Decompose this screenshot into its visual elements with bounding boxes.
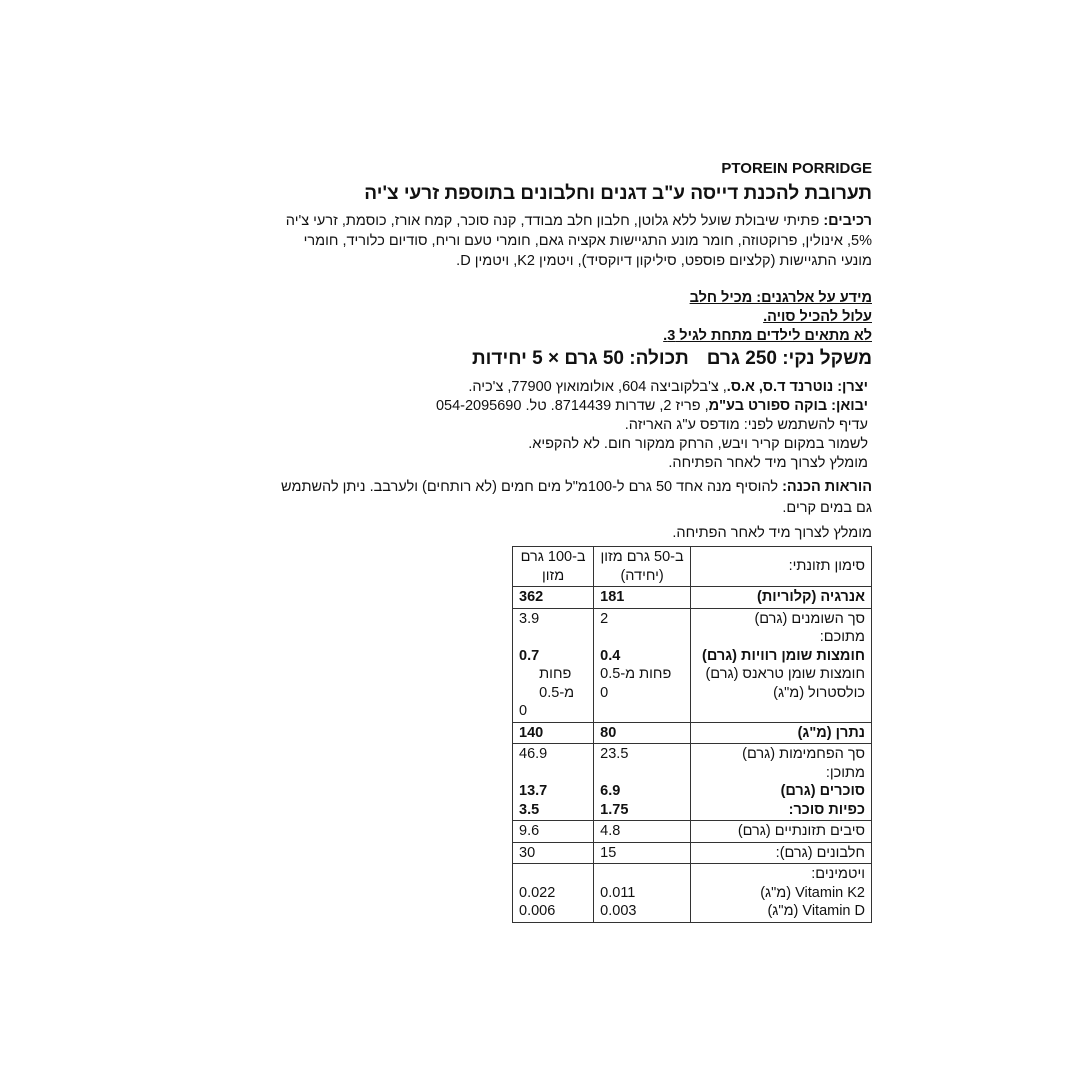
fat-total-50: 2 — [600, 610, 609, 627]
table-row — [513, 587, 872, 609]
preparation-after: מומלץ לצרוך מיד לאחר הפתיחה. — [672, 525, 872, 541]
sugars-100: 13.7 — [519, 783, 548, 799]
table-row — [513, 608, 872, 722]
ingredients — [270, 211, 872, 271]
table-row — [513, 547, 872, 587]
weight-line — [270, 348, 872, 370]
allergen-line-3: לא מתאים לילדים מתחת לגיל 3. — [663, 328, 872, 344]
table-row — [513, 821, 872, 843]
vit-d-100: 0.006 — [519, 903, 556, 919]
carbs-label: סך הפחמימות (גרם) — [742, 746, 865, 762]
table-row — [513, 842, 872, 864]
carb-group-50 — [594, 744, 691, 821]
brand-name: PTOREIN PORRIDGE — [721, 160, 872, 177]
sat-fat-label: חומצות שומן רוויות (גרם) — [702, 647, 865, 664]
preparation — [270, 477, 872, 519]
sugars-50: 6.9 — [600, 783, 621, 799]
sugar-spoons-50: 1.75 — [600, 801, 629, 818]
carb-group-100 — [513, 744, 594, 821]
content-weight: תכולה: 50 גרם × 5 יחידות — [472, 348, 689, 369]
vit-k2-50: 0.011 — [600, 884, 636, 901]
vit-k2-100: 0.022 — [519, 884, 556, 901]
table-row — [513, 722, 872, 744]
sodium-label: נתרן (מ"ג) — [691, 722, 872, 744]
vitamins-label: ויטמינים: — [811, 866, 865, 882]
product-title: תערובת להכנת דייסה ע"ב דגנים וחלבונים בתוספת זרעי צ'יה — [364, 183, 872, 204]
energy-50: 181 — [594, 587, 691, 609]
protein-label: חלבונים (גרם): — [691, 842, 872, 864]
fiber-label: סיבים תזונתיים (גרם) — [691, 821, 872, 843]
vit-d-label: Vitamin D (מ"ג) — [767, 903, 865, 919]
manufacturer-address: , צ'בלקוביצה 604, אולומואוץ 77900, צ'כיה. — [468, 379, 727, 395]
cholesterol-50: 0 — [600, 684, 609, 701]
of-which-carbs-label: מתוכן: — [825, 764, 865, 781]
vit-k2-label: Vitamin K2 (מ"ג) — [760, 884, 865, 901]
of-which-label: מתוכם: — [819, 629, 865, 645]
best-before: עדיף להשתמש לפני: מודפס ע"ג האריזה. — [624, 417, 868, 433]
energy-label: אנרגיה (קלוריות) — [691, 587, 872, 609]
carbs-50: 23.5 — [600, 746, 629, 762]
storage-note: לשמור במקום קריר ויבש, הרחק ממקור חום. לא להקפיא. — [528, 436, 868, 452]
fat-group-50 — [594, 608, 691, 722]
cholesterol-label: כולסטרול (מ"ג) — [773, 684, 865, 701]
ingredients-text: פתיתי שיבולת שועל ללא גלוטן, חלבון חלב מבודד, קנה סוכר, קמח אורז, כוסמת, זרעי צ'יה 5%, אינולין, פרוקטוזה, חומר מונע התגיישות אקציה גאם, חומרי טעם וריח, סודיום כלוריד, חומרי מונעי התגיישות (קלציום פוספט, סיליקון דיוקסיד), ויטמין K2, ויטמין D. — [285, 213, 872, 269]
nutrition-header-50g: ב-50 גרם מזון (יחידה) — [594, 547, 691, 587]
nutrition-header-label: סימון תזונתי: — [691, 547, 872, 587]
trans-fat-label: חומצות שומן טראנס (גרם) — [705, 666, 865, 682]
importer-label: יבואן: בוקה ספורט בע"מ — [708, 398, 868, 414]
allergen-line-2: עלול להכיל סויה. — [763, 309, 872, 325]
energy-100: 362 — [513, 587, 594, 609]
trans-fat-50: פחות מ-0.5 — [600, 666, 672, 682]
fat-group-labels — [691, 608, 872, 722]
vit-d-50: 0.003 — [600, 903, 637, 919]
cholesterol-100: 0 — [519, 703, 528, 719]
net-weight: משקל נקי: 250 גרם — [706, 348, 872, 369]
fiber-100: 9.6 — [513, 821, 594, 843]
table-row — [513, 864, 872, 923]
sugars-label: סוכרים (גרם) — [780, 783, 865, 799]
ingredients-label: רכיבים: — [823, 213, 872, 229]
sat-fat-50: 0.4 — [600, 647, 621, 664]
sodium-50: 80 — [594, 722, 691, 744]
sugar-spoons-100: 3.5 — [519, 801, 540, 818]
manufacturer — [270, 378, 872, 397]
importer — [270, 397, 872, 416]
fat-total-100: 3.9 — [519, 610, 540, 627]
product-label — [270, 160, 872, 923]
vitamin-group-50 — [594, 864, 691, 923]
carbs-100: 46.9 — [519, 746, 548, 762]
sodium-100: 140 — [513, 722, 594, 744]
vitamin-group-100 — [513, 864, 594, 923]
allergen-line-1: מידע על אלרגנים: מכיל חלב — [689, 290, 872, 306]
carb-group-labels — [691, 744, 872, 821]
vitamin-group-labels — [691, 864, 872, 923]
preparation-label: הוראות הכנה: — [782, 479, 872, 495]
nutrition-header-100g: ב-100 גרם מזון — [513, 547, 594, 587]
table-row — [513, 744, 872, 821]
consume-note: מומלץ לצרוך מיד לאחר הפתיחה. — [668, 455, 868, 471]
sugar-spoons-label: כפיות סוכר: — [788, 801, 865, 818]
protein-100: 30 — [513, 842, 594, 864]
preparation-text: להוסיף מנה אחד 50 גרם ל-100מ"ל מים חמים (לא רותחים) ולערבב. ניתן להשתמש גם במים קרים. — [281, 479, 872, 516]
manufacturer-label: יצרן: נוטרנד ד.ס, א.ס. — [726, 379, 868, 395]
fiber-50: 4.8 — [594, 821, 691, 843]
protein-50: 15 — [594, 842, 691, 864]
fat-total-label: סך השומנים (גרם) — [754, 610, 865, 627]
importer-address: , פריז 2, שדרות 8714439. טל. 054-2095690 — [435, 398, 709, 414]
fat-group-100 — [513, 608, 594, 722]
sat-fat-100: 0.7 — [519, 647, 540, 664]
trans-fat-100: פחות מ-0.5 — [539, 666, 575, 701]
nutrition-table — [512, 546, 872, 923]
